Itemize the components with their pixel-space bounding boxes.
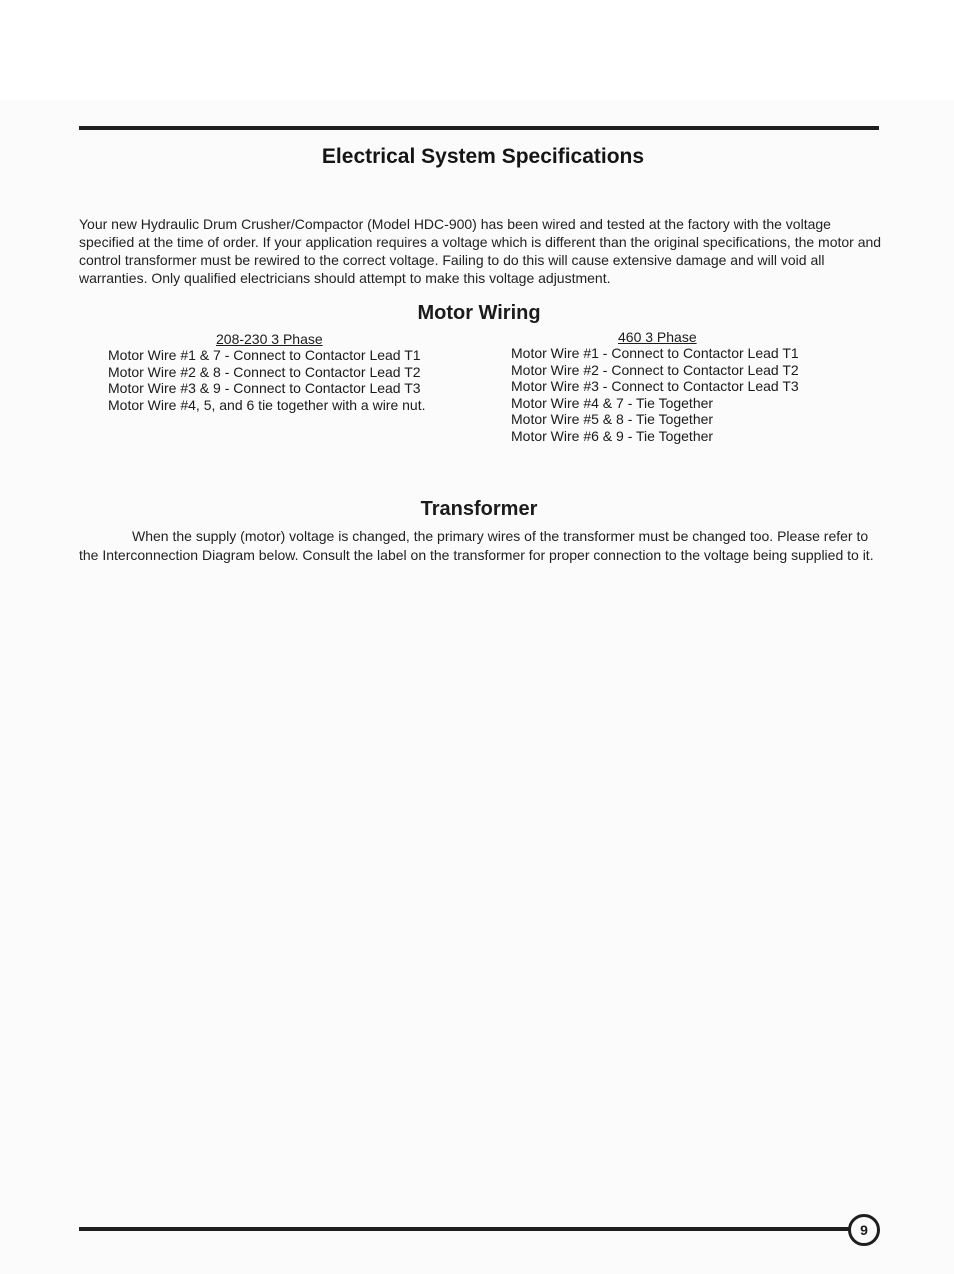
left-column-heading: 208-230 3 Phase (216, 331, 323, 347)
footer-rule (79, 1227, 853, 1231)
list-item: Motor Wire #4 & 7 - Tie Together (511, 394, 714, 411)
list-item: Motor Wire #2 & 8 - Connect to Contactor Lead T2 (108, 363, 421, 380)
list-item: Motor Wire #2 - Connect to Contactor Lead T2 (511, 361, 799, 378)
header-rule (79, 126, 879, 130)
page-title: Electrical System Specifications (321, 145, 645, 168)
motor-wiring-heading: Motor Wiring (417, 302, 541, 324)
transformer-paragraph: When the supply (motor) voltage is changed, the primary wires of the transformer must be changed too. Please refer to the Interconnection Diagram below. Consult the label on the transformer for proper connection to the voltage being supplied to it. (79, 528, 874, 563)
list-item: Motor Wire #3 & 9 - Connect to Contactor Lead T3 (108, 380, 421, 396)
list-item: Motor Wire #6 & 9 - Tie Together (511, 427, 714, 444)
page-number: 9 (848, 1214, 880, 1246)
left-wiring-list (108, 347, 426, 413)
list-item: Motor Wire #4, 5, and 6 tie together with a wire nut. (108, 396, 426, 413)
list-item: Motor Wire #3 - Connect to Contactor Lead T3 (511, 378, 799, 394)
list-item: Motor Wire #1 & 7 - Connect to Contactor Lead T1 (108, 347, 421, 363)
list-item: Motor Wire #1 - Connect to Contactor Lead T1 (511, 345, 799, 361)
list-item: Motor Wire #5 & 8 - Tie Together (511, 411, 714, 427)
right-wiring-list (511, 345, 799, 444)
right-column-heading: 460 3 Phase (618, 329, 697, 345)
intro-paragraph: Your new Hydraulic Drum Crusher/Compactor (Model HDC-900) has been wired and tested at the factory with the voltage specified at the time of order. If your application requires a voltage which is different than the original specifications, the motor and control transformer must be rewired to the correct voltage. Failing to do this will cause extensive damage and will void all warranties. Only qualified electricians should attempt to make this voltage adjustment. (79, 216, 882, 286)
transformer-heading: Transformer (420, 498, 538, 520)
